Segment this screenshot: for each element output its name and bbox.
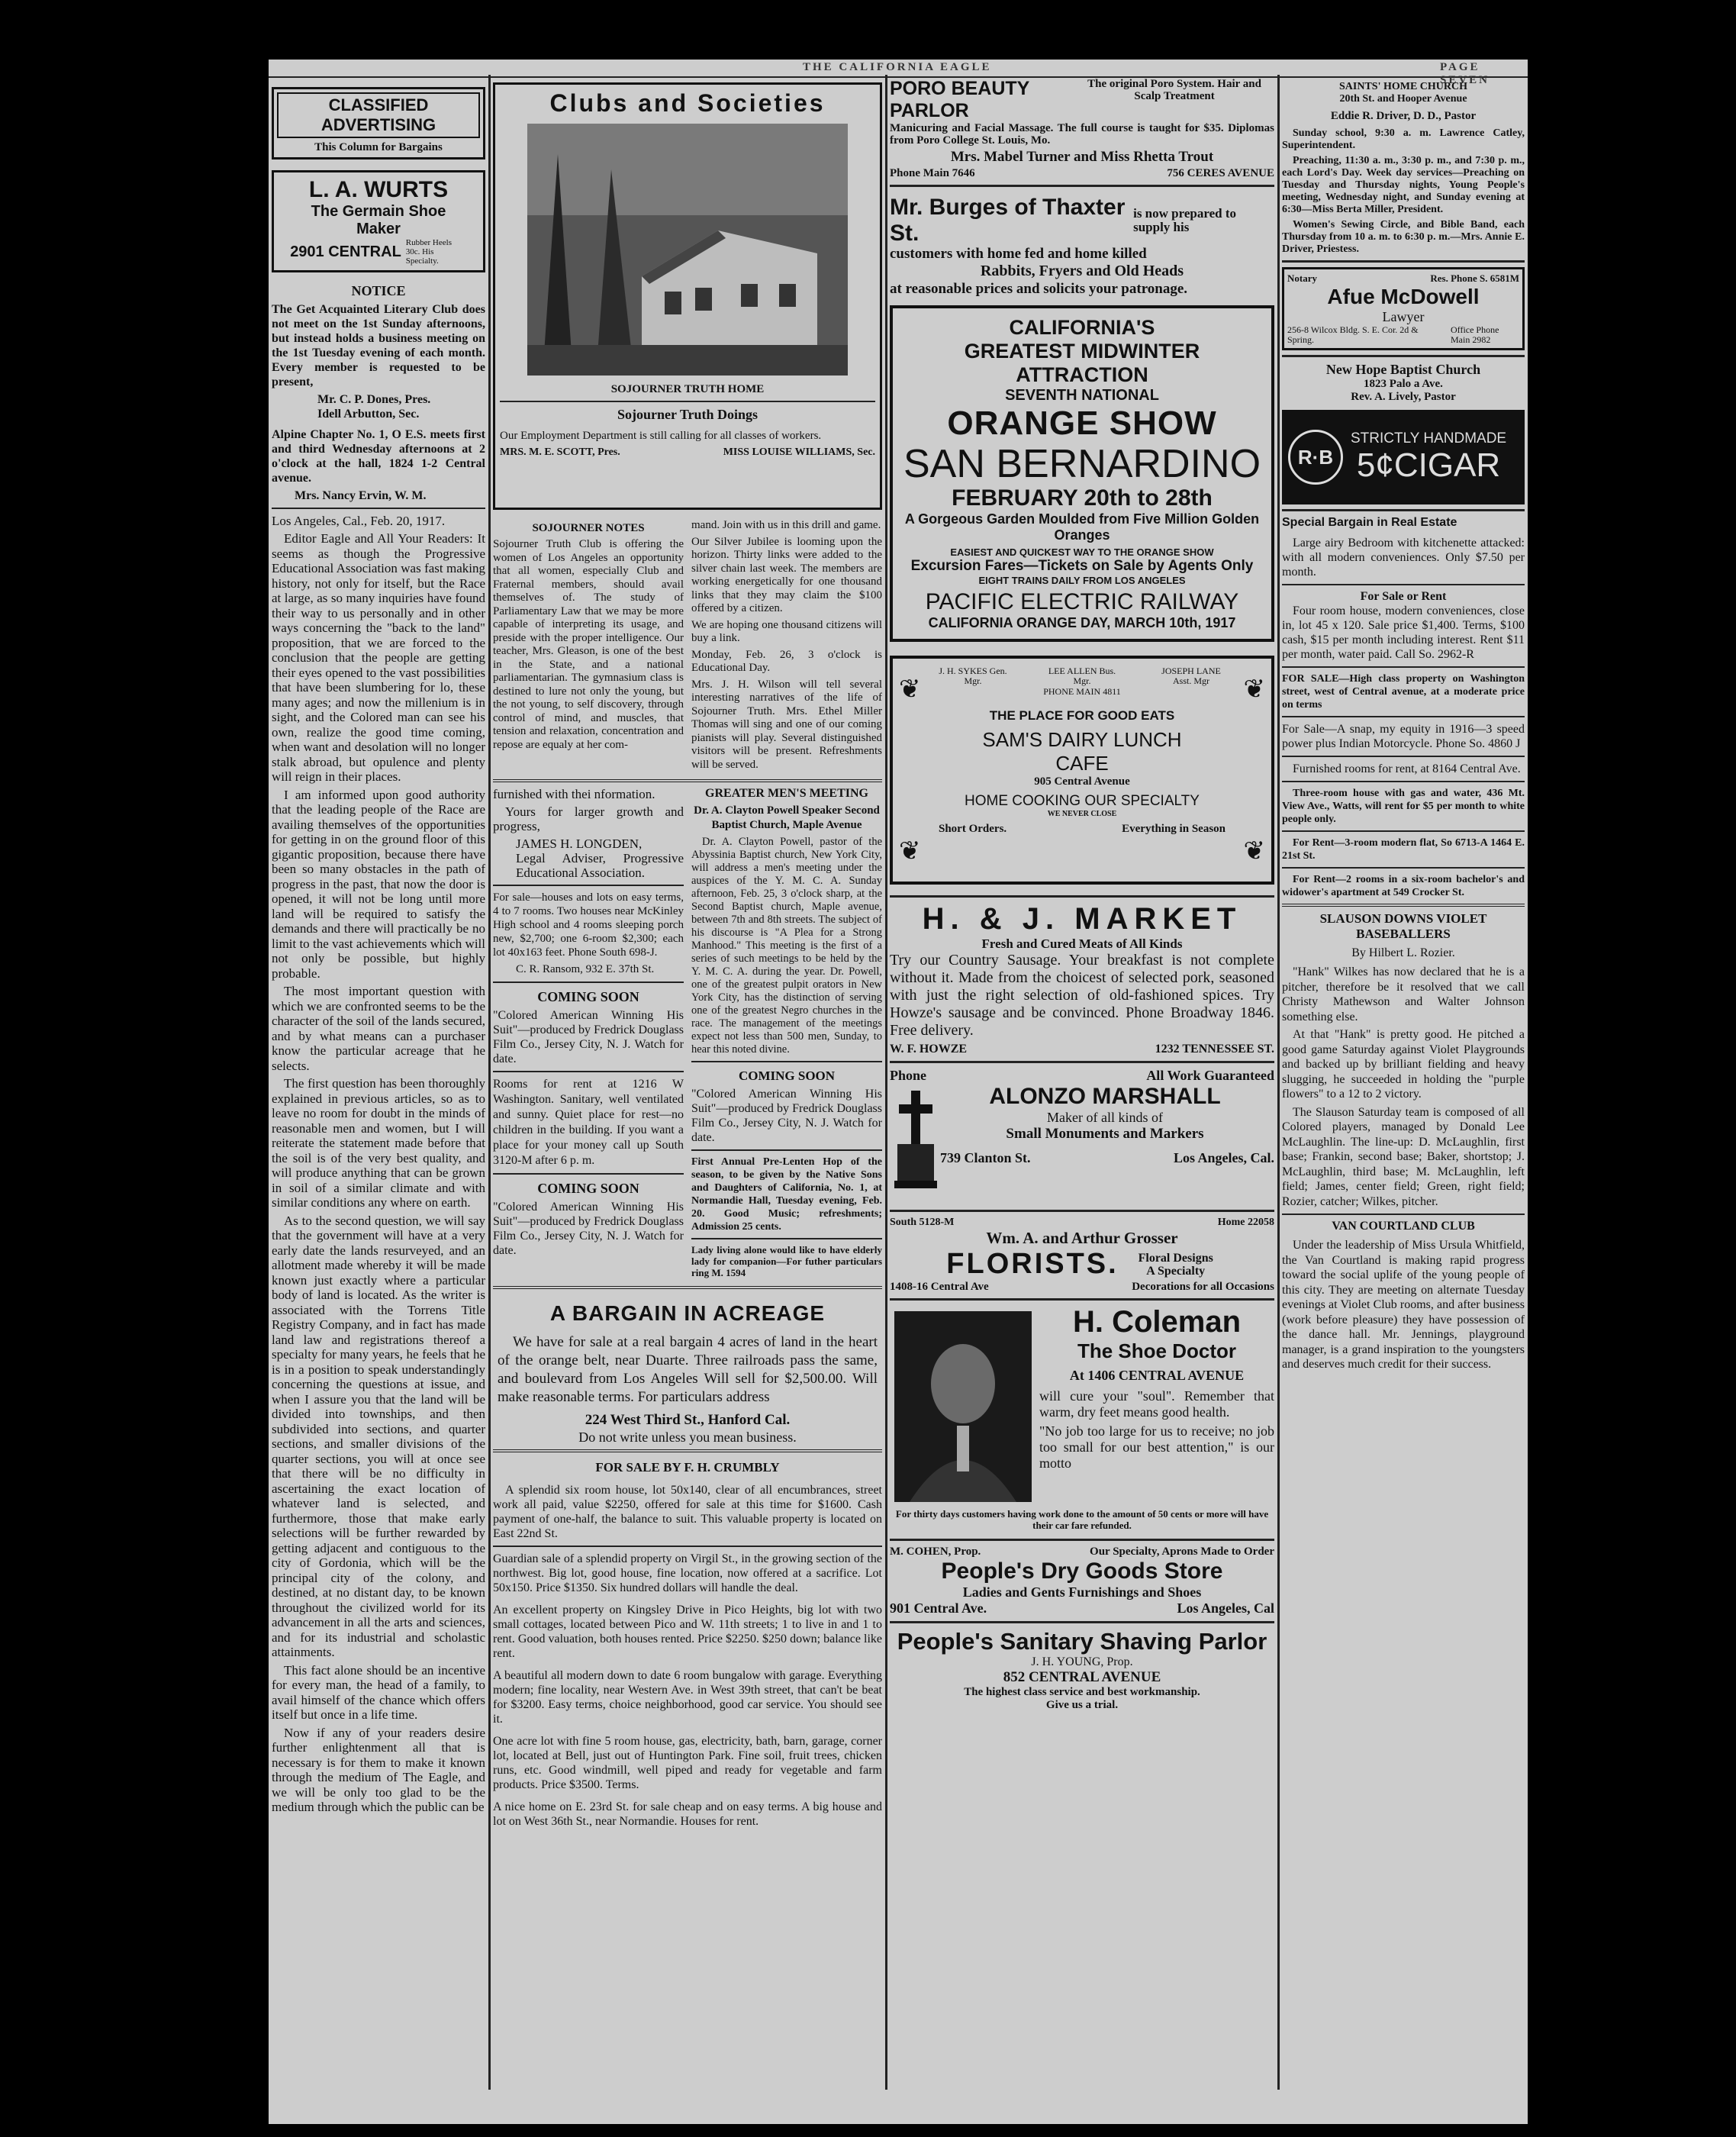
hj-market-sub: Fresh and Cured Meats of All Kinds (981, 936, 1183, 951)
van-courtland-heading: VAN COURTLAND CLUB (1332, 1220, 1475, 1233)
greater-mens-meeting-heading: GREATER MEN'S MEETING (705, 787, 868, 800)
orange-show-line: Excursion Fares—Tickets on Sale by Agents Only (910, 558, 1254, 574)
slauson-paragraph: "Hank" Wilkes has now declared that he is a pitcher, therefore be it resolved that we call Christy Mathewson and Walter Johnson something else. (1282, 965, 1525, 1023)
pd-city: Los Angeles, Cal (1177, 1600, 1274, 1616)
hc-text: will cure your "soul". Remember that warm, dry feet means good health. (1039, 1388, 1274, 1420)
burges-line: Rabbits, Fryers and Old Heads (980, 263, 1184, 279)
poro-side: The original Poro System. Hair and Scalp Treatment (1087, 78, 1261, 102)
sams-line: WE NEVER CLOSE (1047, 810, 1117, 818)
letter-date: Los Angeles, Cal., Feb. 20, 1917. (272, 514, 446, 528)
rooms-for-rent: Rooms for rent at 1216 W Washington. Sanitary, well ventilated and sunny. Quiet place for rest—no children in the building. If you want a place for your money call up South 3120-M after 6 p. m. (493, 1078, 684, 1167)
sams-phone: PHONE MAIN 4811 (1043, 686, 1121, 697)
ps-proprietor: J. H. YOUNG, Prop. (1031, 1655, 1133, 1668)
crumbly-listing: A splendid six room house, lot 50x140, clear of all encumbrances, street work all paid, value $2250, offered for sale at this time for $1600. Cash payment of one-half, the balance to suit. This valuable property is located on East 22nd St. (493, 1484, 882, 1540)
rb-cigar-ad (1282, 410, 1525, 504)
hc-quote: "No job too large for us to receive; no job too small for our best attention," is our motto (1039, 1423, 1274, 1471)
letter-paragraph: Now if any of your readers desire further enlightenment all that is necessary is for them to make it known through the medium of The Eagle, and we will be only too glad to be the medium through which the public can be (272, 1725, 485, 1814)
notice-text: The Get Acquainted Literary Club does not meet on the 1st Sunday afternoons, but instead holds a business meeting on the 1st Tuesday evening of each month. Every member is requested to be present, (272, 303, 485, 388)
pd-address: 901 Central Ave. (890, 1600, 987, 1616)
am-sub2: Small Monuments and Markers (1006, 1126, 1204, 1142)
real-estate-listing: For Sale—A snap, my equity in 1916—3 speed power plus Indian Motorcycle. Phone So. 4860 J (1282, 723, 1525, 750)
mcd-address: 256-8 Wilcox Bldg. S. E. Cor. 2d & Spring. (1287, 324, 1419, 345)
masthead (269, 60, 1528, 86)
fl-phone: Home 22058 (1217, 1217, 1274, 1228)
letter-paragraph: Editor Eagle and All Your Readers: It seems as though the Progressive Educational Association was fast making history, not only for itself, but the Race at large, as so many inquiries have found their way to us personally and in other ways concerning the "back to the land" proposition, that we are forced to the conclusion that the people are getting their eyes opened to the vast possibilities that have been slumbering for lo, these many ages; and now the millenium is in sight, and the Colored man can see his own, realize the good time coming, when want and desolation will no longer stalk abroad, but opulence and plenty will reign in their places. (272, 531, 485, 784)
ps-line: Give us a trial. (1045, 1699, 1119, 1711)
leaf-ornament-icon: ❦ (1243, 837, 1265, 865)
notes-paragraph: Sojourner Truth Club is offering the women of Los Angeles an opportunity that all women, especially Club and Fraternal members, should avail themselves of. The study of Parliamentary Law that we may be more capable of interpreting its usage, and preside with the proper intelligence. Our teacher, Mrs. Gleason, is one of the best in the State, and a national parliamentarian. The gymnasium class is destined to lure not only the young, but the not young, to self discovery, through control of mind, and muscles, that tension and relaxation, concentration and repose are equaly at her com- (493, 538, 684, 751)
orange-show-line: SAN BERNARDINO (903, 442, 1261, 486)
church1-pastor: Eddie R. Driver, D. D., Pastor (1330, 110, 1477, 122)
coming-soon-heading: COMING SOON (738, 1068, 836, 1083)
orange-show-line: EIGHT TRAINS DAILY FROM LOS ANGELES (978, 575, 1186, 586)
coming-soon-text: "Colored American Winning His Suit"—produced by Fredrick Douglass Film Co., Jersey City, N. J. Watch for date. (691, 1088, 882, 1144)
clubs-title: Clubs and Societies (549, 89, 826, 117)
column-rule (1277, 75, 1280, 2090)
burges-line: at reasonable prices and solicits your patronage. (890, 281, 1188, 297)
masthead-page: PAGE SEVEN (1440, 61, 1490, 86)
fl-title: FLORISTS. (946, 1248, 1119, 1280)
fl-side: Floral Designs A Specialty (1138, 1251, 1213, 1278)
real-estate-listing: Large airy Bedroom with kitchenette attacked: with all modern conveniences. Only $7.50 per month. (1282, 537, 1525, 579)
alpine-signature: Mrs. Nancy Ervin, W. M. (295, 489, 427, 502)
pd-title: People's Dry Goods Store (941, 1558, 1223, 1584)
coming-soon-text: "Colored American Winning His Suit"—produced by Fredrick Douglass Film Co., Jersey City, N. J. Watch for date. (493, 1009, 684, 1065)
poro-names: Mrs. Mabel Turner and Miss Rhetta Trout (950, 149, 1214, 165)
pd-sub: Ladies and Gents Furnishings and Shoes (962, 1584, 1202, 1600)
column-rule (885, 75, 887, 2090)
nh-pastor: Rev. A. Lively, Pastor (1351, 391, 1456, 403)
column-2-left-lower (493, 787, 684, 1281)
sojourner-truth-home-photo (527, 124, 848, 376)
letter-signature-title: Legal Adviser, Progressive Educational Association. (516, 851, 684, 880)
acreage-address: 224 West Third St., Hanford Cal. (585, 1412, 791, 1428)
notice-signature-1: Mr. C. P. Dones, Pres. (317, 393, 431, 406)
acreage-note: Do not write unless you mean business. (578, 1430, 797, 1445)
orange-show-ad (890, 305, 1274, 642)
ps-title: People's Sanitary Shaving Parlor (897, 1628, 1267, 1655)
orange-show-line: ORANGE SHOW (947, 405, 1217, 442)
hc-title: H. Coleman (1072, 1305, 1242, 1339)
hj-market-text: Try our Country Sausage. Your breakfast is not complete without it. Made from the choicest of selected pork, seasoned with just the right selection of old-fashioned spices. Try Howze's sausage and be convinced. Phone Broadway 1846. Free delivery. (890, 952, 1274, 1039)
wurts-title: The Germain Shoe Maker (311, 203, 446, 237)
nh-title: New Hope Baptist Church (1325, 362, 1481, 377)
sams-line: Everything in Season (1122, 823, 1226, 835)
column-3 (890, 76, 1274, 1712)
photo-caption: SOJOURNER TRUTH HOME (610, 383, 765, 395)
slauson-heading: SLAUSON DOWNS VIOLET BASEBALLERS (1319, 911, 1487, 941)
coleman-portrait-photo (894, 1311, 1032, 1502)
cigar-price: 5¢CIGAR (1356, 446, 1501, 484)
slauson-paragraph: The Slauson Saturday team is composed of all Colored players, managed by Donald Lee McLaughlin. The line-up: D. McLaughlin, first base; Frankin, second base; Baker, shortstop; J. McLaughlin, third base; M. McLaughlin, left field; James, center field; Green, right field; Rozier, catcher; Wilkes, pitcher. (1282, 1105, 1525, 1208)
mcd-notary: Notary (1287, 272, 1317, 284)
grosser-florists-ad (890, 1217, 1274, 1294)
am-guarantee: All Work Guaranteed (1146, 1068, 1274, 1083)
fl-names: Wm. A. and Arthur Grosser (986, 1229, 1178, 1247)
am-name: ALONZO MARSHALL (989, 1084, 1221, 1109)
real-estate-listing: For Rent—3-room modern flat, So 6713-A 1464 E. 21st St. (1282, 837, 1525, 862)
real-estate-listing: Three-room house with gas and water, 436 Mt. View Ave., Watts, will rent for $5 per month to white people only. (1282, 788, 1525, 825)
notes-heading: SOJOURNER NOTES (532, 522, 645, 534)
hc-sub: The Shoe Doctor (1077, 1339, 1236, 1362)
orange-show-line: PACIFIC ELECTRIC RAILWAY (925, 589, 1239, 614)
slauson-byline: By Hilbert L. Rozier. (1351, 946, 1455, 959)
notes-paragraph: Our Silver Jubilee is looming upon the horizon. Thirty links were added to the silver chain last week. The members are working energetically for one thousand links that they may claim the $100 offered by a citizen. (691, 535, 882, 614)
sams-manager: JOSEPH LANE Asst. Mgr (1161, 666, 1221, 686)
notes-paragraph: Monday, Feb. 26, 3 o'clock is Educational Day. (691, 648, 882, 674)
hc-note: For thirty days customers having work done to the amount of 50 cents or more will have their car fare refunded. (895, 1508, 1269, 1531)
hc-address: At 1406 CENTRAL AVENUE (1069, 1368, 1245, 1383)
sams-dairy-lunch-ad (890, 656, 1274, 885)
cigar-top: STRICTLY HANDMADE (1351, 430, 1507, 446)
orange-show-line: CALIFORNIA ORANGE DAY, MARCH 10th, 1917 (928, 615, 1236, 630)
column-4 (1282, 76, 1525, 1375)
letter-paragraph: I am informed upon good authority that the leading people of the Race are availing themselves of the opportunities for getting in on the ground floor of this gigantic proposition, because there have been so many obstacles in the path of progress in the past, that now the door is opened, it will not be long until more land will be required to satisfy the demands and there will practically be no limit to the vast achievements which will not only be possible, but highly probable. (272, 787, 485, 981)
orange-show-line: CALIFORNIA'S (1009, 316, 1155, 339)
pd-proprietor: M. COHEN, Prop. (890, 1546, 981, 1558)
hj-market-address: 1232 TENNESSEE ST. (1155, 1043, 1274, 1056)
pre-lenten-hop: First Annual Pre-Lenten Hop of the season, to be given by the Native Sons and Daughters of California, No. 1, at Normandie Hall, Tuesday evening, Feb. 20. Good Music; refreshments; Admission 25 cents. (691, 1156, 882, 1233)
crumbly-listing: A nice home on E. 23rd St. for sale cheap and on easy terms. A big house and lot on West 36th St., near Normandie. Houses for rent. (493, 1800, 882, 1828)
mcd-title: Lawyer (1382, 309, 1425, 324)
sams-manager: J. H. SYKES Gen. Mgr. (939, 666, 1007, 686)
letter-paragraph: As to the second question, we will say that the government will have at a very early date the lands resurveyed, and an allotment made whereby it will be made known just exactly where a particular body of land is located. As the writer is associated with the Torrens Title Registry Company, and in fact has made land law and registrations thereof a specialty for many years, he feels that he is in a position to speak understandingly concerning the questions at issue, and when I assure you that the land will be divided into townships, and then subdivided into sections, and quarter sections, and smaller divisions of the quarter sections, you will at once see that there will be no difficulty in ascertaining the exact location of whatever land is selected, and furthermore, those that make early selections will be further rewarded by getting adjacent and contiguous to the city of Gordonia, which will be the principal city of the colony, and destined, at no distant day, to be known throughout the civilized world for its advancement in all the arts and sciences, and for its industrial and scholastic attainments. (272, 1213, 485, 1659)
letter-closing: Yours for larger growth and progress, (493, 804, 684, 833)
doings-signature-2: MISS LOUISE WILLIAMS, Sec. (723, 446, 875, 458)
alonzo-marshall-ad (890, 1068, 1274, 1205)
monument-cross-icon (893, 1091, 939, 1190)
sams-manager: LEE ALLEN Bus. Mgr. (1048, 666, 1116, 686)
sojourner-notes-right (691, 516, 882, 775)
slauson-paragraph: At that "Hank" is pretty good. He pitched a good game Saturday against Violet Playgrounds and backed up by brilliant fielding and heavy slugging, he succeeded in holding the "purple flowers" to a 12 to 2 victory. (1282, 1028, 1525, 1101)
letter-signature: JAMES H. LONGDEN, (516, 836, 643, 851)
sams-line: Short Orders. (939, 823, 1007, 835)
greater-mens-meeting-text: Dr. A. Clayton Powell, pastor of the Abyssinia Baptist church, New York City, will address a men's meeting under the auspices of the Y. M. C. A. Sunday afternoon, Feb. 25, 3 o'clock sharp, at the Second Baptist church, Maple avenue, between 7th and 8th streets. The subject of his discourse is "A Plea for a Strong Manhood." This meeting is the first of a series of such meetings to be held by the Y. M. C. A. during the year. Dr. Powell, one of the greatest pulpit orators in New York City, has the distinction of serving one of the greatest Negro churches in the race. The management of the meetings expect not less than 500 men, Sunday, to hear this noted divine. (691, 836, 882, 1056)
orange-show-line: FEBRUARY 20th to 28th (952, 485, 1213, 511)
pd-specialty: Our Specialty, Aprons Made to Order (1090, 1546, 1274, 1558)
acreage-heading: A BARGAIN IN ACREAGE (549, 1301, 826, 1325)
real-estate-listing: For Rent—2 rooms in a six-room bachelor's and widower's apartment at 549 Crocker St. (1282, 874, 1525, 898)
poro-title: PORO BEAUTY PARLOR (890, 78, 1029, 121)
classified-header (272, 87, 485, 160)
am-address: 739 Clanton St. (940, 1150, 1031, 1165)
forsale-houses-signature: C. R. Ransom, 932 E. 37th St. (516, 963, 655, 975)
notice-heading: NOTICE (351, 283, 406, 298)
fl-address: 1408-16 Central Ave (890, 1281, 989, 1293)
fl-side2: Decorations for all Occasions (1132, 1281, 1274, 1293)
leaf-ornament-icon: ❦ (899, 837, 921, 865)
column-rule (488, 75, 491, 2090)
column-2 (493, 76, 882, 1832)
wurts-ad (272, 170, 485, 272)
letter-continued: furnished with thei nformation. (493, 787, 655, 801)
crumbly-listing: Guardian sale of a splendid property on Virgil St., in the growing section of the northwest. Big lot, good house, fine location, now offered at a sacrifice. Lot 50x150. Price $1350. Six hundred dollars will handle the deal. (493, 1552, 882, 1594)
coming-soon-heading: COMING SOON (537, 1181, 639, 1196)
letter-paragraph: This fact alone should be an incentive for every man, the head of a family, to avail himself of the chance which offers itself but once in a life time. (272, 1662, 485, 1722)
crumbly-heading: FOR SALE BY F. H. CRUMBLY (595, 1460, 780, 1475)
coming-soon-text: "Colored American Winning His Suit"—produced by Fredrick Douglass Film Co., Jersey City, N. J. Watch for date. (493, 1201, 684, 1257)
notes-paragraph: Mrs. J. H. Wilson will tell several interesting narratives of the life of Sojourner Truth. Mrs. Ethel Miller Thomas will sing and one of our coming pianists will play. Several distinguished visitors will be present. Refreshments will be served. (691, 678, 882, 771)
mcdowell-ad (1282, 267, 1525, 350)
wurts-address: 2901 CENTRAL (290, 243, 401, 260)
letter-paragraph: The most important question with which we are confronted seems to be the character of the soil of the lands secured, and by what means can a purchaser know the particular acreage that he selects. (272, 984, 485, 1073)
burges-title: Mr. Burges of Thaxter St. (890, 195, 1126, 246)
leaf-ornament-icon: ❦ (899, 675, 921, 704)
coleman-shoe-ad (890, 1305, 1274, 1534)
real-estate-listing: Four room house, modern conveniences, close in, lot 45 x 120. Sale price $1,400. Terms, $100 cash, $15 per month including interest. Rent $11 per month, water paid. Call So. 2962-R (1282, 604, 1525, 661)
hj-market-proprietor: W. F. HOWZE (890, 1043, 968, 1056)
poro-details: Manicuring and Facial Massage. The full course is taught for $35. Diplomas from Poro College St. Louis, Mo. (890, 122, 1274, 147)
clubs-societies-box (493, 82, 882, 510)
mcd-phone: Res. Phone S. 6581M (1430, 272, 1519, 284)
column-1 (272, 76, 485, 1818)
orange-show-line: SEVENTH NATIONAL (1005, 387, 1159, 404)
greater-mens-meeting-subhead: Dr. A. Clayton Powell Speaker Second Baptist Church, Maple Avenue (694, 804, 880, 831)
acreage-text: We have for sale at a real bargain 4 acres of land in the heart of the orange belt, near Duarte. Three railroads pass the same, and boulevard from Los Angeles Will sell for $2,500.00. Will make reasonable terms. For particulars address (498, 1334, 878, 1405)
church1-paragraph: Women's Sewing Circle, and Bible Band, each Thursday from 10 a. m. to 6:30 p. m.—Mrs. Annie E. Driver, Priestess. (1282, 219, 1525, 255)
crumbly-listing: One acre lot with fine 5 room house, gas, electricity, bath, barn, garage, corner lot, located at Bell, just out of Huntington Park. Fine soil, fruit trees, chicken runs, etc. Good windmill, well piped and ready for vegetable and farm products. Price $3500. Terms. (493, 1735, 882, 1791)
real-estate-listing: Furnished rooms for rent, at 8164 Central Ave. (1293, 762, 1521, 775)
nh-address: 1823 Palo a Ave. (1364, 378, 1443, 390)
alpine-text: Alpine Chapter No. 1, O E.S. meets first and third Wednesday afternoons at 2 o'clock at the hall, 1824 1-2 Central avenue. (272, 428, 485, 485)
church1-paragraph: Sunday school, 9:30 a. m. Lawrence Catley, Superintendent. (1282, 127, 1525, 151)
orange-show-line: A Gorgeous Garden Moulded from Five Million Golden Oranges (904, 511, 1260, 543)
classified-subtitle: This Column for Bargains (314, 141, 443, 153)
van-courtland-paragraph: Under the leadership of Miss Ursula Whitfield, the Van Courtland is making rapid progress toward the social uplife of the young people of this city. They are meeting on alternate Tuesday evenings at Violet Club rooms, and after business (work before pleasure) they have possession of the dance hall. Mr. Jennings, playground manager, is a grand inspiration to the youngsters and deserves much credit for their success. (1282, 1239, 1525, 1371)
church1-address: 20th St. and Hooper Avenue (1339, 93, 1467, 105)
church1-paragraph: Preaching, 11:30 a. m., 3:30 p. m., and 7:30 p. m., each Lord's Day. Week day services—Preaching on Tuesday and Thursday nights, Young People's meeting, Wednesday night, and Sunday evening at 6:30—Miss Berta Miller, President. (1282, 155, 1525, 215)
lady-companion-ad: Lady living alone would like to have elderly lady for companion—For futher particulars ring M. 1594 (691, 1244, 882, 1278)
poro-phone: Phone Main 7646 (890, 167, 975, 179)
peoples-dry-goods-ad (890, 1546, 1274, 1616)
notice-signature-2: Idell Arbutton, Sec. (317, 408, 420, 421)
doings-text: Our Employment Department is still calling for all classes of workers. (500, 430, 822, 442)
notes-paragraph: We are hoping one thousand citizens will buy a link. (691, 618, 882, 644)
real-estate-listing: FOR SALE—High class property on Washington street, west of Central avenue, at a moderate price on terms (1282, 673, 1525, 711)
wurts-note: Rubber Heels 30c. His Specialty. (405, 238, 452, 266)
sams-line: HOME COOKING OUR SPECIALTY (965, 793, 1200, 809)
burges-line: customers with home fed and home killed (890, 246, 1147, 262)
ps-address: 852 CENTRAL AVENUE (1003, 1669, 1161, 1685)
mcd-office-phone: Office Phone Main 2982 (1451, 324, 1499, 345)
masthead-title: THE CALIFORNIA EAGLE (803, 61, 992, 73)
sams-cafe: CAFE (1055, 752, 1109, 775)
crumbly-listing: An excellent property on Kingsley Drive in Pico Heights, big lot with two small cottages, located between Pico and W. 11th streets; 1 to live in and 1 to rent. Good valuation, both houses rented. Price $2250. $250 down; balance like rent. (493, 1604, 882, 1660)
ps-line: The highest class service and best workmanship. (964, 1686, 1200, 1698)
am-city: Los Angeles, Cal. (1173, 1150, 1274, 1165)
cigar-logo: R·B (1288, 430, 1343, 485)
poro-address: 756 CERES AVENUE (1167, 167, 1274, 179)
real-estate-subheading: For Sale or Rent (1360, 590, 1447, 603)
forsale-houses-text: For sale—houses and lots on easy terms, 4 to 7 rooms. Two houses near McKinley High school and 4 rooms sleeping porch new, $2,700; one 6-room $2,300; each lot 40x163 feet. Phone South 698-J. (493, 891, 684, 959)
column-2-right-lower (691, 787, 882, 1281)
sams-address: 905 Central Avenue (1034, 775, 1130, 788)
sojourner-notes-left (493, 516, 684, 775)
wurts-name: L. A. WURTS (308, 177, 449, 202)
notes-paragraph: mand. Join with us in this drill and game. (691, 519, 881, 531)
letter-paragraph: The first question has been thoroughly explained in previous articles, so as to leave no room for doubt in the minds of reasonable men and women, but I will reiterate the statement made before that the soil is of the very best quality, and will produce anything that can be grown in soil of a similar climate and with similar conditions any where on earth. (272, 1076, 485, 1210)
doings-signature-1: MRS. M. E. SCOTT, Pres. (500, 446, 620, 458)
mcd-name: Afue McDowell (1327, 285, 1480, 308)
doings-heading: Sojourner Truth Doings (617, 407, 758, 422)
am-phone: Phone (890, 1068, 927, 1083)
fl-phone: South 5128-M (890, 1217, 955, 1228)
church1-title: SAINTS' HOME CHURCH (1338, 81, 1468, 92)
real-estate-heading: Special Bargain in Real Estate (1282, 516, 1457, 529)
crumbly-listing: A beautiful all modern down to date 6 room bungalow with garage. Everything modern; fine locality, near Western Ave. in West 39th street, that can't be beat for $3200. Easy terms, choice neighborhood, good car service. You should see it. (493, 1669, 882, 1726)
newspaper-page (269, 60, 1528, 2124)
burges-side: is now prepared to supply his (1133, 206, 1237, 234)
am-sub: Maker of all kinds of (1047, 1110, 1163, 1125)
hj-market-title: H. & J. MARKET (922, 902, 1242, 936)
orange-show-line: EASIEST AND QUICKEST WAY TO THE ORANGE SHOW (950, 546, 1214, 558)
coming-soon-heading: COMING SOON (537, 989, 639, 1004)
orange-show-line: GREATEST MIDWINTER ATTRACTION (964, 340, 1200, 386)
leaf-ornament-icon: ❦ (1243, 675, 1265, 704)
sams-line: THE PLACE FOR GOOD EATS (989, 708, 1175, 723)
classified-title: CLASSIFIED ADVERTISING (277, 92, 480, 138)
sams-name: SAM'S DAIRY LUNCH (982, 728, 1182, 751)
